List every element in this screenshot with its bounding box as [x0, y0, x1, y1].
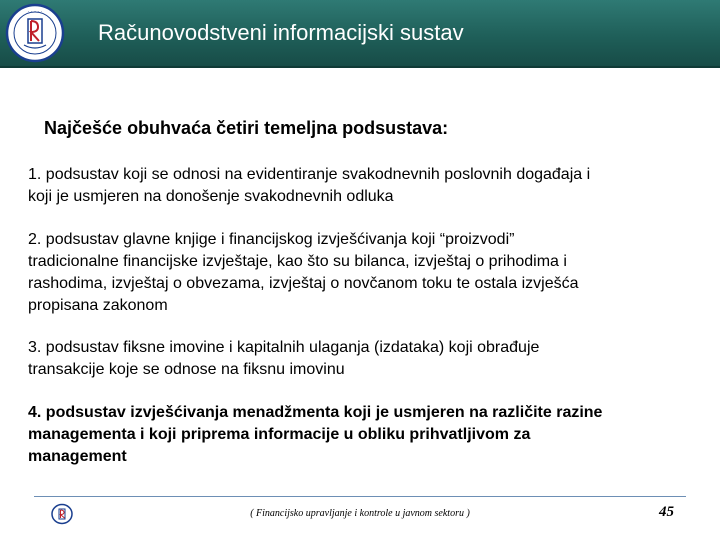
list-item-line: rashodima, izvještaj o obvezama, izvještaj o novčanom toku te ostala izvješća — [28, 275, 579, 292]
list-item — [28, 402, 602, 468]
svg-text:· · · · ·: · · · · · — [27, 9, 43, 15]
footer-seal-logo — [50, 503, 74, 525]
list-item-line: tradicionalne financijske izvještaje, kao što su bilanca, izvještaj o prihodima i — [28, 253, 567, 270]
footer-caption: ( Financijsko upravljanje i kontrole u javnom sektoru ) — [250, 508, 470, 519]
list-item — [28, 164, 590, 208]
list-item-line: 4. podsustav izvješćivanja menadžmenta koji je usmjeren na različite razine — [28, 404, 603, 421]
page-number: 45 — [659, 504, 674, 520]
list-item-line: managementa i koji priprema informacije u obliku prihvatljivom za — [28, 426, 531, 443]
list-item — [28, 229, 578, 317]
university-seal-logo — [4, 3, 66, 63]
slide-header — [0, 0, 720, 68]
footer-divider — [34, 496, 686, 497]
list-item-line: koji je usmjeren na donošenje svakodnevnih odluka — [28, 188, 394, 205]
list-item-line: 1. podsustav koji se odnosi na evidentiranje svakodnevnih poslovnih događaja i — [28, 166, 591, 183]
list-item-line: 2. podsustav glavne knjige i financijskog izvješćivanja koji “proizvodi” — [28, 231, 515, 248]
intro-text: Najčešće obuhvaća četiri temeljna podsustava: — [44, 118, 449, 138]
list-item-line: 3. podsustav fiksne imovine i kapitalnih ulaganja (izdataka) koji obrađuje — [28, 339, 540, 356]
slide-title: Računovodstveni informacijski sustav — [98, 20, 464, 45]
list-item-line: propisana zakonom — [28, 297, 168, 314]
list-item-line: management — [28, 448, 127, 465]
list-item — [28, 337, 539, 381]
list-item-line: transakcije koje se odnose na fiksnu imovinu — [28, 361, 345, 378]
